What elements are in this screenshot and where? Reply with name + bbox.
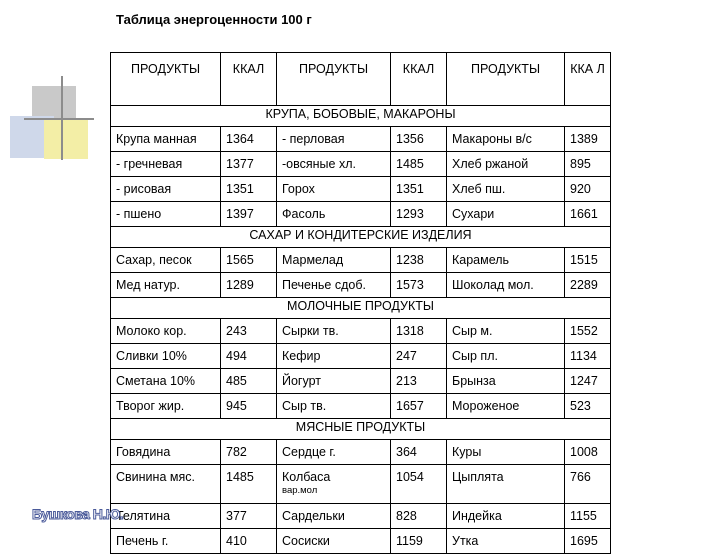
table-cell: 523 <box>565 394 611 419</box>
table-cell: Горох <box>277 177 391 202</box>
decor-horizontal-line <box>24 118 94 120</box>
table-cell: Мед натур. <box>111 273 221 298</box>
section-title-dairy: МОЛОЧНЫЕ ПРОДУКТЫ <box>111 298 611 319</box>
table-cell-subnote: вар.мол <box>282 485 318 496</box>
table-cell: Сметана 10% <box>111 369 221 394</box>
table-row <box>111 152 611 177</box>
table-cell: Телятина <box>111 504 221 529</box>
table-cell: 1377 <box>221 152 277 177</box>
table-row <box>111 529 611 554</box>
table-cell: 1054 <box>391 465 447 504</box>
table-cell: 1657 <box>391 394 447 419</box>
energy-table <box>110 52 611 554</box>
table-cell: 1573 <box>391 273 447 298</box>
table-cell: 1318 <box>391 319 447 344</box>
table-cell: 1397 <box>221 202 277 227</box>
table-row <box>111 319 611 344</box>
section-title-sugar: САХАР И КОНДИТЕРСКИЕ ИЗДЕЛИЯ <box>111 227 611 248</box>
table-cell: Сосиски <box>277 529 391 554</box>
table-cell: 1389 <box>565 127 611 152</box>
table-cell: Сардельки <box>277 504 391 529</box>
table-row <box>111 504 611 529</box>
table-cell: Сырки тв. <box>277 319 391 344</box>
table-cell: Макароны в/с <box>447 127 565 152</box>
table-cell: Говядина <box>111 440 221 465</box>
table-cell: Сахар, песок <box>111 248 221 273</box>
table-cell: 1008 <box>565 440 611 465</box>
table-cell: 1565 <box>221 248 277 273</box>
table-cell: -овсяные хл. <box>277 152 391 177</box>
header-products-2: ПРОДУКТЫ <box>277 53 391 106</box>
section-title-grains: КРУПА, БОБОВЫЕ, МАКАРОНЫ <box>111 106 611 127</box>
table-row <box>111 177 611 202</box>
table-cell: Брынза <box>447 369 565 394</box>
table-cell: - рисовая <box>111 177 221 202</box>
table-cell: Карамель <box>447 248 565 273</box>
table-cell: Куры <box>447 440 565 465</box>
table-cell: 1485 <box>391 152 447 177</box>
table-cell: Шоколад мол. <box>447 273 565 298</box>
table-cell: Цыплята <box>447 465 565 504</box>
header-products-1: ПРОДУКТЫ <box>111 53 221 106</box>
table-cell: Печень г. <box>111 529 221 554</box>
table-cell: 243 <box>221 319 277 344</box>
table-cell: 410 <box>221 529 277 554</box>
table-cell: 1351 <box>391 177 447 202</box>
table-row <box>111 248 611 273</box>
table-cell: - пшено <box>111 202 221 227</box>
table-row <box>111 344 611 369</box>
table-cell: Крупа манная <box>111 127 221 152</box>
table-cell: 1293 <box>391 202 447 227</box>
table-cell: 1661 <box>565 202 611 227</box>
section-header-row <box>111 419 611 440</box>
table-cell: 1552 <box>565 319 611 344</box>
table-cell: Хлеб ржаной <box>447 152 565 177</box>
table-cell: 1155 <box>565 504 611 529</box>
table-cell: Печенье сдоб. <box>277 273 391 298</box>
table-cell: 945 <box>221 394 277 419</box>
table-row <box>111 202 611 227</box>
header-kcal-2: ККАЛ <box>391 53 447 106</box>
table-row <box>111 440 611 465</box>
table-cell: 1515 <box>565 248 611 273</box>
author-signature: Бушкова Н.Ю. <box>32 506 124 522</box>
table-cell: - перловая <box>277 127 391 152</box>
header-kcal-3: ККА Л <box>565 53 611 106</box>
table-row <box>111 273 611 298</box>
header-kcal-1: ККАЛ <box>221 53 277 106</box>
section-header-row <box>111 227 611 248</box>
table-cell: 1134 <box>565 344 611 369</box>
table-cell: 1364 <box>221 127 277 152</box>
decor-yellow-square <box>44 119 88 159</box>
table-cell: Кефир <box>277 344 391 369</box>
table-cell: 766 <box>565 465 611 504</box>
table-row <box>111 465 611 504</box>
header-products-3: ПРОДУКТЫ <box>447 53 565 106</box>
table-cell: Молоко кор. <box>111 319 221 344</box>
table-row <box>111 127 611 152</box>
table-cell: Индейка <box>447 504 565 529</box>
table-cell: 2289 <box>565 273 611 298</box>
table-cell: 364 <box>391 440 447 465</box>
table-cell: 1238 <box>391 248 447 273</box>
table-cell: 895 <box>565 152 611 177</box>
table-cell: Сыр пл. <box>447 344 565 369</box>
table-cell: Мороженое <box>447 394 565 419</box>
table-cell: Утка <box>447 529 565 554</box>
table-cell: 247 <box>391 344 447 369</box>
table-cell <box>277 465 391 504</box>
table-cell: 213 <box>391 369 447 394</box>
table-cell: Сыр тв. <box>277 394 391 419</box>
table-cell: 485 <box>221 369 277 394</box>
table-row <box>111 394 611 419</box>
table-cell: Фасоль <box>277 202 391 227</box>
section-header-row <box>111 298 611 319</box>
table-cell: 828 <box>391 504 447 529</box>
table-cell: Сыр м. <box>447 319 565 344</box>
table-cell: 920 <box>565 177 611 202</box>
table-cell: - гречневая <box>111 152 221 177</box>
section-title-meat: МЯСНЫЕ ПРОДУКТЫ <box>111 419 611 440</box>
page-title: Таблица энергоценности 100 г <box>116 12 312 27</box>
table-cell: 1351 <box>221 177 277 202</box>
table-cell: Сердце г. <box>277 440 391 465</box>
table-cell: 1485 <box>221 465 277 504</box>
table-cell: Свинина мяс. <box>111 465 221 504</box>
table-cell: 1289 <box>221 273 277 298</box>
table-header-row <box>111 53 611 106</box>
table-cell: Йогурт <box>277 369 391 394</box>
table-cell: Сливки 10% <box>111 344 221 369</box>
table-cell: 1159 <box>391 529 447 554</box>
section-header-row <box>111 106 611 127</box>
table-cell: 1695 <box>565 529 611 554</box>
table-cell: Мармелад <box>277 248 391 273</box>
table-cell: Творог жир. <box>111 394 221 419</box>
table-cell: 782 <box>221 440 277 465</box>
table-cell: 377 <box>221 504 277 529</box>
table-row <box>111 369 611 394</box>
table-cell: Сухари <box>447 202 565 227</box>
table-cell: Хлеб пш. <box>447 177 565 202</box>
table-cell: 494 <box>221 344 277 369</box>
table-cell-text: Колбаса <box>282 470 331 484</box>
table-cell: 1247 <box>565 369 611 394</box>
table-cell: 1356 <box>391 127 447 152</box>
